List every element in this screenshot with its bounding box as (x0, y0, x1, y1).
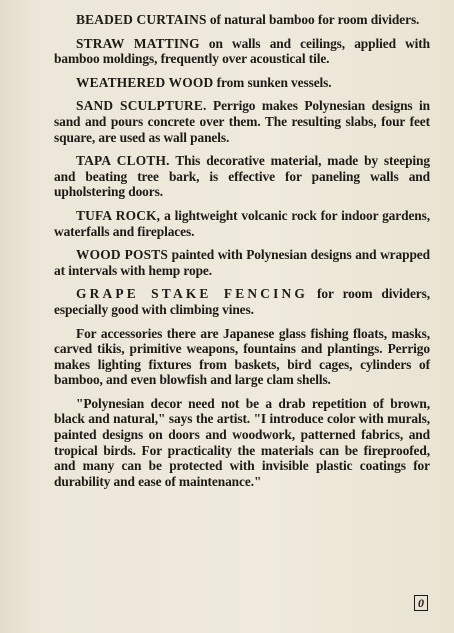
paragraph-tufa-rock (54, 208, 430, 239)
lead-term: WOOD POSTS (76, 247, 169, 263)
lead-term: WEATHERED WOOD (76, 74, 214, 90)
lead-term: STRAW MATTING (76, 35, 200, 51)
paragraph-text: on walls and ceilings, applied with bamboo moldings, frequently over acoustical tile. (54, 35, 430, 67)
paragraph-text: from sunken vessels. (213, 74, 332, 90)
lead-term: TAPA CLOTH. (76, 153, 170, 169)
lead-term: BEADED CURTAINS (76, 12, 207, 27)
paragraph-text: For accessories there are Japanese glass fishing floats, masks, carved tikis, primitive weapons, fountains and plantings. Perrigo makes lighting fixtures from baskets, bird cages, cylinders of bamboo, and even blowfish and large clam shells. (54, 325, 430, 388)
paragraph-quote (54, 396, 430, 490)
paragraph-tapa-cloth (54, 153, 430, 200)
lead-term: TUFA ROCK, (76, 207, 161, 223)
paragraph-straw-matting (54, 36, 430, 67)
paragraph-text: painted with Polynesian designs and wrapped at intervals with hemp rope. (54, 247, 430, 278)
paragraph-sand-sculpture (54, 98, 430, 145)
paragraph-weathered-wood (54, 75, 430, 91)
paragraph-text: This decorative material, made by steeping and beating tree bark, is effective for paneling walls and upholstering doors. (54, 153, 431, 200)
paragraph-beaded-curtains (54, 12, 430, 28)
lead-term: SAND SCULPTURE. (76, 98, 207, 114)
paragraph-text: a lightweight volcanic rock for indoor gardens, waterfalls and fireplaces. (54, 207, 430, 239)
paragraph-text: "Polynesian decor need not be a drab repetition of brown, black and natural," says the artist. "I introduce color with murals, painted designs on doors and woodwork, patterned fabrics, and tropical birds. For practicality the materials can be fireproofed, and many can be protected with invisible plastic coatings for durability and ease of maintenance." (54, 395, 430, 489)
page-number: 0 (414, 595, 428, 611)
paragraph-accessories (54, 326, 430, 388)
lead-term: GRAPE STAKE FENCING (76, 286, 309, 302)
paragraph-text: of natural bamboo for room dividers. (206, 12, 420, 27)
paragraph-text: Perrigo makes Polynesian designs in sand and pours concrete over them. The resulting slabs, four feet square, are used as wall panels. (54, 98, 430, 145)
paragraph-text: for room dividers, especially good with climbing vines. (54, 286, 430, 317)
paragraph-grape-stake-fencing (54, 286, 430, 317)
paragraph-wood-posts (54, 247, 430, 278)
